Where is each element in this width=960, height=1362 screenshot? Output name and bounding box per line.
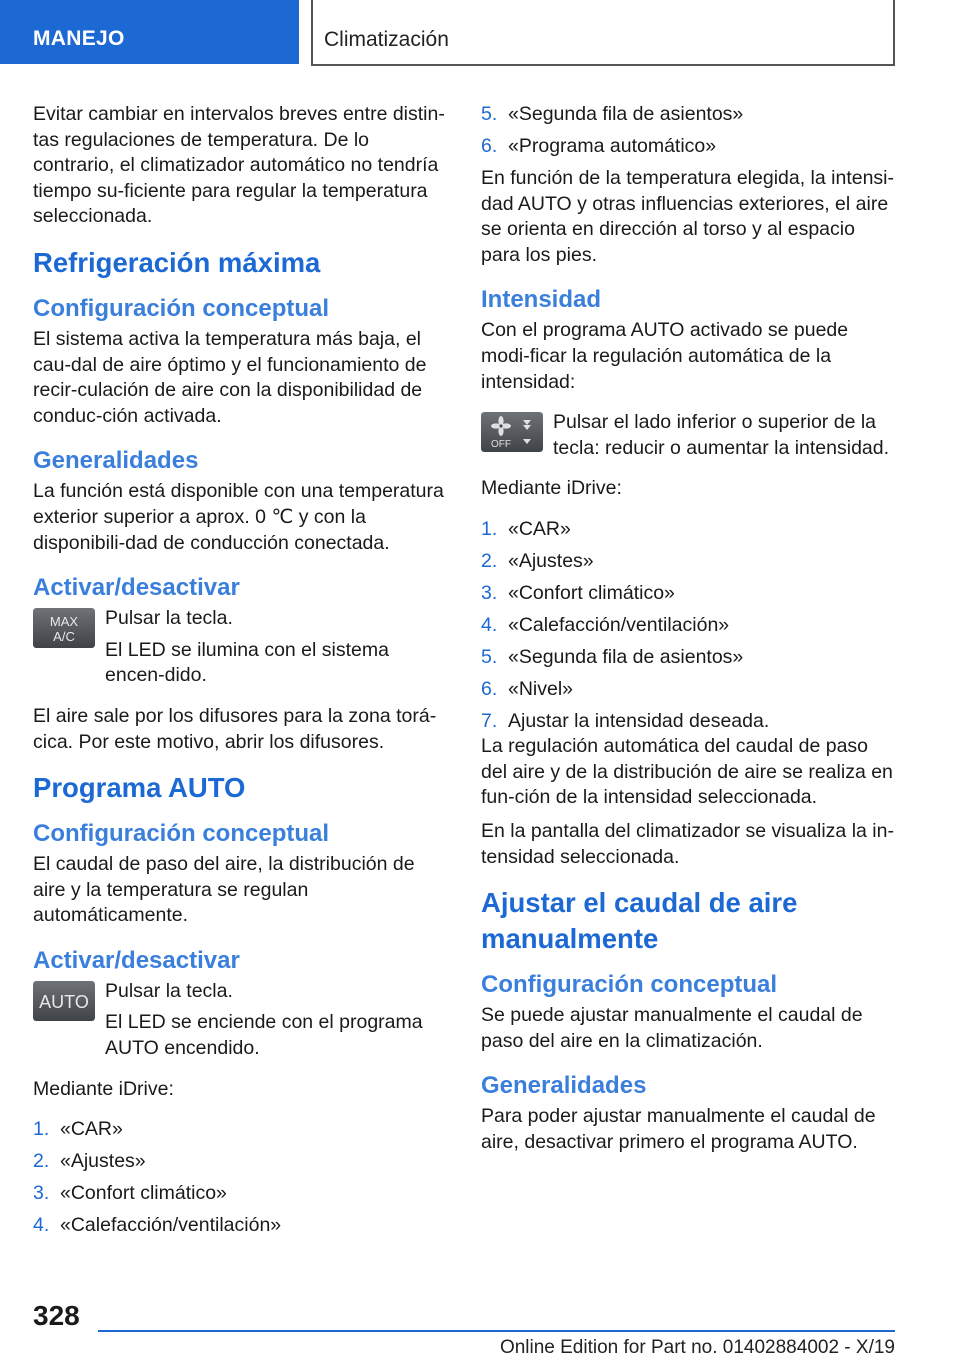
step-number: 6. xyxy=(481,134,498,157)
subheading-general-1: Generalidades xyxy=(33,447,199,475)
paragraph-display: En la pantalla del climatizador se visualiza la in-tensidad seleccionada. xyxy=(481,820,894,868)
list-item xyxy=(33,1117,449,1143)
paragraph-concept-3: Se puede ajustar manualmente el caudal de paso del aire en la climatización. xyxy=(481,1004,863,1052)
subheading-activar-2: Activar/desactivar xyxy=(33,946,240,974)
list-item xyxy=(481,709,897,735)
left-column xyxy=(33,102,449,1245)
auto-key-label: AUTO xyxy=(39,991,89,1012)
paragraph-general-3: Para poder ajustar manualmente el caudal de aire, desactivar primero el programa AUTO. xyxy=(481,1105,876,1153)
subheading-intensidad: Intensidad xyxy=(481,286,602,314)
paragraph-concept-2: El caudal de paso del aire, la distribución de aire y la temperatura se regulan automáticamente. xyxy=(33,853,415,927)
heading-caudal-manual: Ajustar el caudal de aire manualmente xyxy=(481,887,798,955)
maxac-key-row xyxy=(33,606,449,689)
step-text: «Calefacción/ventilación» xyxy=(508,613,730,636)
paragraph-auto-info: En función de la temperatura elegida, la intensi-dad AUTO y otras influencias exteriores, el aire se orienta en dirección al torso y al espacio para los pies. xyxy=(481,166,895,266)
list-item xyxy=(481,549,897,575)
step-number: 2. xyxy=(33,1150,50,1173)
subheading-general-3: Generalidades xyxy=(481,1072,647,1100)
step-number: 5. xyxy=(481,103,498,125)
heading-refrigeracion: Refrigeración máxima xyxy=(33,246,321,278)
step-text: «CAR» xyxy=(60,1118,123,1141)
list-item xyxy=(33,1181,449,1207)
fan-off-key-icon xyxy=(481,412,543,452)
paragraph-idrive-right: Mediante iDrive: xyxy=(481,477,622,500)
step-text: «Segunda fila de asientos» xyxy=(508,645,744,668)
steps-list-right xyxy=(481,517,897,735)
page-number: 328 xyxy=(33,1300,80,1331)
step-number: 6. xyxy=(481,677,498,700)
step-text: «Segunda fila de asientos» xyxy=(508,103,744,125)
step-text: «Programa automático» xyxy=(508,134,717,157)
section-tab xyxy=(0,0,299,64)
paragraph-air: El aire sale por los difusores para la zona torá-cica. Por este motivo, abrir los difusores. xyxy=(33,704,437,753)
subheading-concept-3: Configuración conceptual xyxy=(481,971,778,999)
max-ac-key-label-top: MAX xyxy=(49,614,79,630)
fan-off-key-label: OFF xyxy=(491,439,511,451)
step-text: «CAR» xyxy=(508,517,571,540)
step-text: «Nivel» xyxy=(508,677,574,700)
paragraph-intensidad: Con el programa AUTO activado se puede modi-ficar la regulación automática de la intensidad: xyxy=(481,319,849,393)
step-text: «Confort climático» xyxy=(60,1182,227,1205)
auto-key-row xyxy=(33,979,449,1062)
list-item xyxy=(481,677,897,703)
step-number: 3. xyxy=(33,1182,50,1205)
paragraph-general-1: La función está disponible con una temperatura exterior superior a aprox. 0 ℃ y con la disponibili-dad de conducción conectada. xyxy=(33,480,444,554)
intro-paragraph: Evitar cambiar en intervalos breves entre distin-tas regulaciones de temperatura. De lo contrario, el climatizador automático no tendría tiempo su-ficiente para regular la temperatura seleccionada. xyxy=(33,103,445,228)
steps-list-left xyxy=(33,1117,449,1239)
list-item xyxy=(481,102,897,128)
subheading-concept-2: Configuración conceptual xyxy=(33,820,330,848)
footer-edition: Online Edition for Part no. 01402884002 - X/19 xyxy=(499,1337,895,1358)
step-number: 3. xyxy=(481,581,498,604)
step-number: 5. xyxy=(481,645,498,668)
paragraph-concept-1: El sistema activa la temperatura más baja, el cau-dal de aire óptimo y el funcionamiento de recir-culación de aire con la disponibilidad de conduc-ción activada. xyxy=(33,327,427,427)
chapter-tab xyxy=(311,0,895,66)
paragraph-idrive-left: Mediante iDrive: xyxy=(33,1077,174,1100)
list-item xyxy=(481,645,897,671)
step-text: Ajustar la intensidad deseada. xyxy=(508,709,770,732)
step-text: «Ajustes» xyxy=(508,549,594,572)
paragraph-regulation: La regulación automática del caudal de paso del aire y de la distribución de aire se realiza en fun-ción de la intensidad seleccionada. xyxy=(481,735,893,809)
list-item xyxy=(33,1149,449,1175)
paragraph-press-2: Pulsar la tecla. xyxy=(105,979,233,1002)
footer-rule xyxy=(98,1330,895,1332)
step-number: 4. xyxy=(481,613,498,636)
step-text: «Ajustes» xyxy=(60,1150,146,1173)
step-text: «Confort climático» xyxy=(508,581,675,604)
paragraph-press-1: Pulsar la tecla. xyxy=(105,607,233,630)
list-item xyxy=(481,134,897,160)
list-item xyxy=(33,1213,449,1239)
step-text: «Calefacción/ventilación» xyxy=(60,1214,282,1237)
step-number: 7. xyxy=(481,709,498,732)
right-column xyxy=(481,102,897,1171)
list-item xyxy=(481,581,897,607)
steps-list-continued xyxy=(481,102,897,160)
fan-key-row xyxy=(481,410,897,470)
paragraph-led-1: El LED se ilumina con el sistema encen-dido. xyxy=(105,638,389,687)
list-item xyxy=(481,517,897,543)
section-title: MANEJO xyxy=(33,27,125,50)
step-number: 4. xyxy=(33,1214,50,1237)
subheading-concept-1: Configuración conceptual xyxy=(33,294,330,322)
chapter-title: Climatización xyxy=(324,28,449,51)
step-number: 1. xyxy=(33,1118,50,1141)
step-number: 1. xyxy=(481,517,498,540)
paragraph-fan: Pulsar el lado inferior o superior de la tecla: reducir o aumentar la intensidad. xyxy=(553,411,890,459)
paragraph-led-2: El LED se enciende con el programa AUTO encendido. xyxy=(105,1011,423,1060)
list-item xyxy=(481,613,897,639)
subheading-activar-1: Activar/desactivar xyxy=(33,574,240,602)
heading-programa-auto: Programa AUTO xyxy=(33,772,246,804)
auto-key-icon xyxy=(33,981,95,1021)
max-ac-key-label-bottom: A/C xyxy=(53,629,75,645)
max-ac-key-icon xyxy=(33,608,95,648)
step-number: 2. xyxy=(481,549,498,572)
